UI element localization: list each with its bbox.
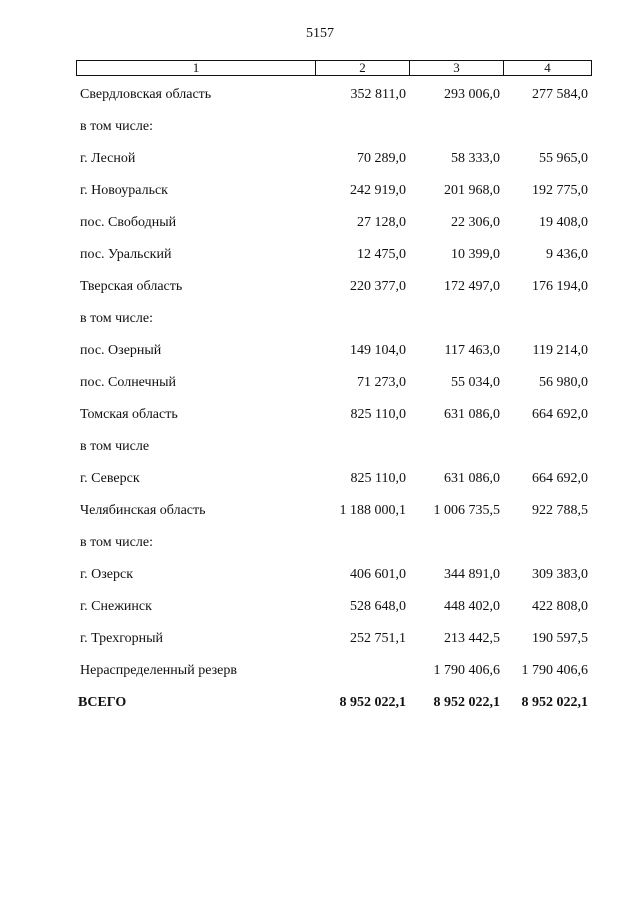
row-value-col3: 344 891,0 bbox=[444, 567, 500, 582]
row-value-col2: 1 188 000,1 bbox=[339, 503, 406, 518]
row-value-col4: 19 408,0 bbox=[539, 215, 588, 230]
table-row bbox=[0, 434, 640, 466]
row-value-col3: 201 968,0 bbox=[444, 183, 500, 198]
header-cell-1: 1 bbox=[192, 60, 200, 75]
row-name: г. Северск bbox=[80, 471, 140, 486]
row-value-col3: 55 034,0 bbox=[451, 375, 500, 390]
row-value-col2: 70 289,0 bbox=[357, 151, 406, 166]
row-value-col3: 22 306,0 bbox=[451, 215, 500, 230]
row-value-col4: 56 980,0 bbox=[539, 375, 588, 390]
row-value-col3: 293 006,0 bbox=[444, 87, 500, 102]
row-name: г. Трехгорный bbox=[80, 631, 163, 646]
row-name: Челябинская область bbox=[80, 503, 206, 518]
table-row bbox=[0, 242, 640, 274]
row-value-col2: 149 104,0 bbox=[350, 343, 406, 358]
row-value-col4: 9 436,0 bbox=[546, 247, 588, 262]
table-row bbox=[0, 626, 640, 658]
row-value-col3: 8 952 022,1 bbox=[433, 695, 500, 710]
table-header bbox=[76, 60, 592, 76]
table-row bbox=[0, 466, 640, 498]
row-name: ВСЕГО bbox=[78, 695, 127, 710]
table-row bbox=[0, 82, 640, 114]
row-value-col2: 528 648,0 bbox=[350, 599, 406, 614]
table-row bbox=[0, 146, 640, 178]
row-value-col3: 631 086,0 bbox=[444, 471, 500, 486]
row-name: в том числе: bbox=[80, 311, 153, 326]
table-row bbox=[0, 274, 640, 306]
row-name: пос. Озерный bbox=[80, 343, 162, 358]
row-name: Нераспределенный резерв bbox=[80, 663, 237, 678]
row-value-col2: 825 110,0 bbox=[350, 407, 406, 422]
row-value-col4: 190 597,5 bbox=[532, 631, 588, 646]
table-row bbox=[0, 338, 640, 370]
row-value-col4: 192 775,0 bbox=[532, 183, 588, 198]
row-value-col3: 213 442,5 bbox=[444, 631, 500, 646]
row-value-col2: 71 273,0 bbox=[357, 375, 406, 390]
row-name: Томская область bbox=[80, 407, 178, 422]
row-value-col2: 252 751,1 bbox=[350, 631, 406, 646]
row-value-col3: 1 790 406,6 bbox=[433, 663, 500, 678]
row-value-col3: 1 006 735,5 bbox=[433, 503, 500, 518]
row-value-col2: 27 128,0 bbox=[357, 215, 406, 230]
row-value-col3: 172 497,0 bbox=[444, 279, 500, 294]
row-value-col4: 309 383,0 bbox=[532, 567, 588, 582]
row-value-col3: 117 463,0 bbox=[444, 343, 500, 358]
row-name: Тверская область bbox=[80, 279, 183, 294]
row-value-col4: 422 808,0 bbox=[532, 599, 588, 614]
row-value-col4: 55 965,0 bbox=[539, 151, 588, 166]
row-value-col3: 10 399,0 bbox=[451, 247, 500, 262]
table-body bbox=[0, 82, 640, 722]
table-row bbox=[0, 306, 640, 338]
page-number: 5157 bbox=[306, 26, 334, 41]
row-value-col2: 352 811,0 bbox=[350, 87, 406, 102]
table-row bbox=[0, 114, 640, 146]
row-name: в том числе: bbox=[80, 535, 153, 550]
table-row bbox=[0, 594, 640, 626]
row-name: в том числе bbox=[80, 439, 150, 454]
table-row bbox=[0, 210, 640, 242]
row-value-col2: 8 952 022,1 bbox=[339, 695, 406, 710]
row-name: г. Новоуральск bbox=[80, 183, 168, 198]
header-cell-2: 2 bbox=[315, 61, 409, 75]
row-value-col4: 8 952 022,1 bbox=[521, 695, 588, 710]
table-row bbox=[0, 178, 640, 210]
row-value-col2: 12 475,0 bbox=[357, 247, 406, 262]
row-value-col2: 825 110,0 bbox=[350, 471, 406, 486]
table-row bbox=[0, 658, 640, 690]
row-value-col3: 631 086,0 bbox=[444, 407, 500, 422]
table-row bbox=[0, 370, 640, 402]
row-name: Свердловская область bbox=[80, 87, 212, 102]
row-value-col4: 664 692,0 bbox=[532, 471, 588, 486]
table-row bbox=[0, 498, 640, 530]
row-value-col3: 448 402,0 bbox=[444, 599, 500, 614]
row-value-col4: 119 214,0 bbox=[532, 343, 588, 358]
row-value-col4: 1 790 406,6 bbox=[521, 663, 588, 678]
row-value-col4: 277 584,0 bbox=[532, 87, 588, 102]
table-row bbox=[0, 562, 640, 594]
row-name: пос. Солнечный bbox=[80, 375, 176, 390]
row-value-col2: 406 601,0 bbox=[350, 567, 406, 582]
row-value-col4: 176 194,0 bbox=[532, 279, 588, 294]
table-row bbox=[0, 402, 640, 434]
row-value-col4: 922 788,5 bbox=[532, 503, 588, 518]
row-value-col3: 58 333,0 bbox=[451, 151, 500, 166]
row-name: в том числе: bbox=[80, 119, 153, 134]
row-value-col4: 664 692,0 bbox=[532, 407, 588, 422]
row-value-col2: 220 377,0 bbox=[350, 279, 406, 294]
header-cell-4: 4 bbox=[503, 61, 591, 75]
header-cell-3: 3 bbox=[409, 61, 503, 75]
row-name: пос. Уральский bbox=[80, 247, 172, 262]
row-value-col2: 242 919,0 bbox=[350, 183, 406, 198]
row-name: г. Озерск bbox=[80, 567, 134, 582]
table-row bbox=[0, 530, 640, 562]
row-name: г. Снежинск bbox=[80, 599, 152, 614]
row-name: г. Лесной bbox=[80, 151, 136, 166]
total-row bbox=[0, 690, 640, 722]
row-name: пос. Свободный bbox=[80, 215, 177, 230]
